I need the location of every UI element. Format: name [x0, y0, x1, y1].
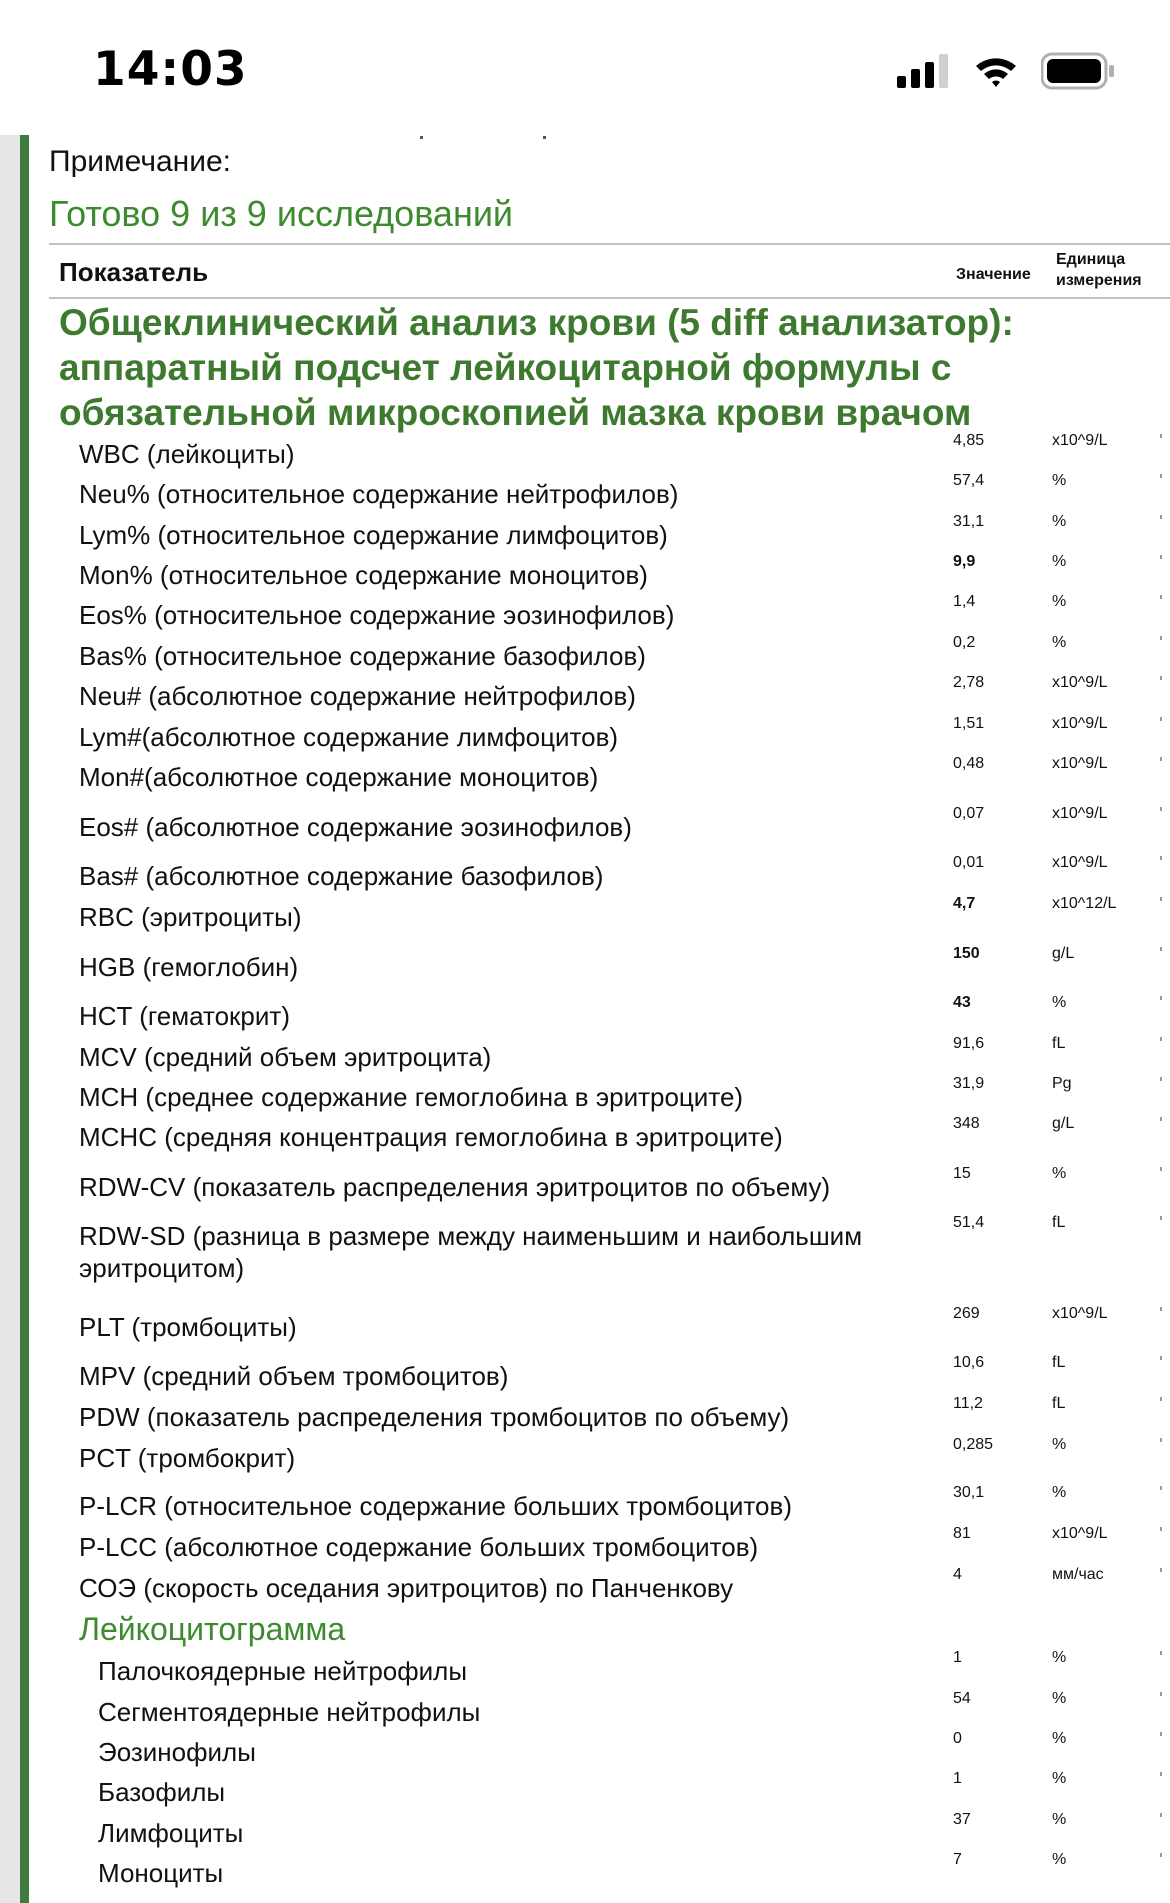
section-title: Общеклинический анализ крови (5 diff анализатор): аппаратный подсчет лейкоцитарной формулы с обязательной микроскопией мазка крови врачом: [59, 302, 1014, 433]
battery-icon: [1041, 52, 1115, 95]
left-gray-border: [0, 135, 20, 1903]
clipped-column-edge: [1160, 807, 1162, 811]
clipped-column-edge: [1160, 1486, 1162, 1490]
indicator-name: Lym#(абсолютное содержание лимфоцитов): [79, 722, 619, 752]
indicator-unit: x10^9/L: [1052, 1525, 1108, 1542]
clipped-column-edge: [1160, 1732, 1162, 1736]
status-time: 14:03: [93, 42, 248, 97]
clipped-column-edge: [1160, 474, 1162, 478]
indicator-name: Eos% (относительное содержание эозинофилов): [79, 600, 675, 630]
indicator-unit: %: [1052, 1811, 1067, 1828]
clipped-column-edge: [1160, 947, 1162, 951]
indicator-value: 51,4: [953, 1214, 985, 1231]
left-green-border: [20, 135, 29, 1903]
clipped-column-edge: [1160, 555, 1162, 559]
clipped-column-edge: [1160, 636, 1162, 640]
indicator-name: MPV (средний объем тромбоцитов): [79, 1361, 509, 1391]
indicator-unit: %: [1052, 994, 1067, 1011]
indicator-name: Lym% (относительное содержание лимфоцитов): [79, 520, 668, 550]
indicator-name: P-LCR (относительное содержание больших тромбоцитов): [79, 1491, 792, 1521]
indicator-unit: fL: [1052, 1214, 1066, 1231]
indicator-unit: %: [1052, 513, 1067, 530]
indicator-value: 4,7: [953, 895, 976, 912]
indicator-name: Neu# (абсолютное содержание нейтрофилов): [79, 681, 636, 711]
indicator-value: 4,85: [953, 432, 985, 449]
indicator-unit: %: [1052, 1851, 1067, 1868]
indicator-name: Базофилы: [98, 1777, 226, 1807]
indicator-name: Neu% (относительное содержание нейтрофилов): [79, 479, 679, 509]
clipped-column-edge: [1160, 1651, 1162, 1655]
ready-status: Готово 9 из 9 исследований: [49, 193, 514, 234]
indicator-unit: x10^9/L: [1052, 1305, 1108, 1322]
indicator-name: RDW-CV (показатель распределения эритроцитов по объему): [79, 1172, 831, 1202]
indicator-value: 0,285: [953, 1436, 994, 1453]
clipped-column-edge: [1160, 1568, 1162, 1572]
indicator-unit: fL: [1052, 1035, 1066, 1052]
indicator-unit: %: [1052, 1690, 1067, 1707]
indicator-unit: мм/час: [1052, 1566, 1104, 1583]
indicator-name: СОЭ (скорость оседания эритроцитов) по Панченкову: [79, 1573, 734, 1603]
indicator-value: 43: [953, 994, 971, 1011]
indicator-value: 9,9: [953, 553, 976, 570]
indicator-unit: %: [1052, 1484, 1067, 1501]
clipped-column-edge: [1160, 1438, 1162, 1442]
clipped-column-edge: [1160, 1037, 1162, 1041]
indicator-value: 2,78: [953, 674, 985, 691]
indicator-name: PCT (тромбокрит): [79, 1443, 296, 1473]
indicator-unit: x10^9/L: [1052, 854, 1108, 871]
indicator-name: Палочкоядерные нейтрофилы: [98, 1656, 468, 1686]
report-page[interactable]: [0, 135, 1170, 1903]
indicator-value: 57,4: [953, 472, 985, 489]
column-header-value: Значение: [956, 266, 1031, 283]
indicator-value: 10,6: [953, 1354, 985, 1371]
status-icons: [897, 52, 1115, 95]
indicator-value: 37: [953, 1811, 971, 1828]
indicator-value: 1,51: [953, 715, 985, 732]
indicator-unit: %: [1052, 1436, 1067, 1453]
indicator-name: Mon#(абсолютное содержание моноцитов): [79, 762, 599, 792]
indicator-value: 7: [953, 1851, 962, 1868]
clipped-column-edge: [1160, 1307, 1162, 1311]
clipped-column-edge: [1160, 1117, 1162, 1121]
indicator-value: 0,2: [953, 634, 976, 651]
indicator-value: 11,2: [953, 1395, 983, 1412]
indicator-value: 0,01: [953, 854, 985, 871]
indicator-unit: %: [1052, 593, 1067, 610]
indicator-name: RBC (эритроциты): [79, 902, 302, 932]
clipped-column-edge: [1160, 676, 1162, 680]
indicator-value: 1,4: [953, 593, 976, 610]
wifi-icon: [973, 54, 1019, 93]
indicator-unit: %: [1052, 1730, 1067, 1747]
indicator-name: MCH (среднее содержание гемоглобина в эритроците): [79, 1082, 744, 1112]
indicator-name: RDW-SD (разница в размере между наименьшим и наибольшим эритроцитом): [79, 1221, 863, 1283]
clipped-column-edge: [1160, 856, 1162, 860]
indicator-unit: fL: [1052, 1354, 1066, 1371]
indicator-unit: %: [1052, 1770, 1067, 1787]
indicator-name: MCHC (средняя концентрация гемоглобина в эритроците): [79, 1122, 783, 1152]
indicator-name: Eos# (абсолютное содержание эозинофилов): [79, 812, 632, 842]
clipped-column-edge: [1160, 1397, 1162, 1401]
indicator-unit: %: [1052, 1165, 1067, 1182]
indicator-value: 81: [953, 1525, 971, 1542]
indicator-value: 1: [953, 1649, 962, 1666]
clipped-column-edge: [1160, 996, 1162, 1000]
cellular-signal-icon: [897, 54, 951, 93]
clipped-column-edge: [1160, 515, 1162, 519]
indicator-unit: %: [1052, 472, 1067, 489]
indicator-name: PDW (показатель распределения тромбоцитов по объему): [79, 1402, 790, 1432]
indicator-value: 1: [953, 1770, 962, 1787]
indicator-value: 91,6: [953, 1035, 985, 1052]
indicator-unit: %: [1052, 634, 1067, 651]
indicator-unit: x10^9/L: [1052, 715, 1108, 732]
clipped-column-edge: [1160, 1853, 1162, 1857]
indicator-value: 0: [953, 1730, 962, 1747]
clipped-column-edge: [1160, 1077, 1162, 1081]
indicator-value: 269: [953, 1305, 980, 1322]
clipped-column-edge: [1160, 1216, 1162, 1220]
indicator-unit: %: [1052, 1649, 1067, 1666]
clipped-column-edge: [1160, 757, 1162, 761]
clipped-column-edge: [1160, 434, 1162, 438]
indicator-value: 0,07: [953, 805, 985, 822]
indicator-value: 15: [953, 1165, 971, 1182]
clipped-column-edge: [1160, 1692, 1162, 1696]
indicator-name: Сегментоядерные нейтрофилы: [98, 1697, 481, 1727]
indicator-unit: %: [1052, 553, 1067, 570]
clipped-column-edge: [1160, 717, 1162, 721]
indicator-unit: x10^12/L: [1052, 895, 1117, 912]
clipped-column-edge: [1160, 1356, 1162, 1360]
clipped-column-edge: [1160, 595, 1162, 599]
indicator-value: 54: [953, 1690, 971, 1707]
column-header-unit: Единица измерения: [1056, 251, 1142, 289]
subsection-title: Лейкоцитограмма: [79, 1611, 346, 1647]
note-label: Примечание:: [49, 145, 231, 178]
indicator-name: PLT (тромбоциты): [79, 1312, 297, 1342]
indicator-unit: fL: [1052, 1395, 1066, 1412]
indicator-value: 31,9: [953, 1075, 985, 1092]
indicator-value: 30,1: [953, 1484, 985, 1501]
indicator-value: 31,1: [953, 513, 985, 530]
indicator-value: 348: [953, 1115, 980, 1132]
clipped-column-edge: [1160, 1527, 1162, 1531]
column-header-indicator: Показатель: [59, 257, 209, 287]
indicator-unit: g/L: [1052, 945, 1075, 962]
indicator-value: 0,48: [953, 755, 985, 772]
indicator-name: Эозинофилы: [98, 1737, 256, 1767]
indicator-name: HCT (гематокрит): [79, 1001, 290, 1031]
indicator-name: Моноциты: [98, 1858, 224, 1888]
indicator-name: P-LCC (абсолютное содержание больших тромбоцитов): [79, 1532, 759, 1562]
indicator-name: WBC (лейкоциты): [79, 439, 295, 469]
indicator-name: Лимфоциты: [98, 1818, 244, 1848]
indicator-unit: x10^9/L: [1052, 755, 1108, 772]
indicator-name: Bas# (абсолютное содержание базофилов): [79, 861, 604, 891]
indicator-name: Mon% (относительное содержание моноцитов): [79, 560, 648, 590]
indicator-name: MCV (средний объем эритроцита): [79, 1042, 492, 1072]
clipped-column-edge: [1160, 1167, 1162, 1171]
table-header: [49, 243, 1170, 299]
indicator-unit: g/L: [1052, 1115, 1075, 1132]
indicator-name: Bas% (относительное содержание базофилов): [79, 641, 646, 671]
indicator-unit: x10^9/L: [1052, 432, 1108, 449]
indicator-value: 150: [953, 945, 980, 962]
indicator-value: 4: [953, 1566, 962, 1583]
indicator-unit: x10^9/L: [1052, 805, 1108, 822]
status-bar: [0, 0, 1170, 135]
clipped-text-fragment: [420, 135, 680, 139]
clipped-column-edge: [1160, 897, 1162, 901]
indicator-unit: Pg: [1052, 1075, 1072, 1092]
indicator-name: HGB (гемоглобин): [79, 952, 299, 982]
clipped-column-edge: [1160, 1772, 1162, 1776]
clipped-column-edge: [1160, 1813, 1162, 1817]
indicator-unit: x10^9/L: [1052, 674, 1108, 691]
